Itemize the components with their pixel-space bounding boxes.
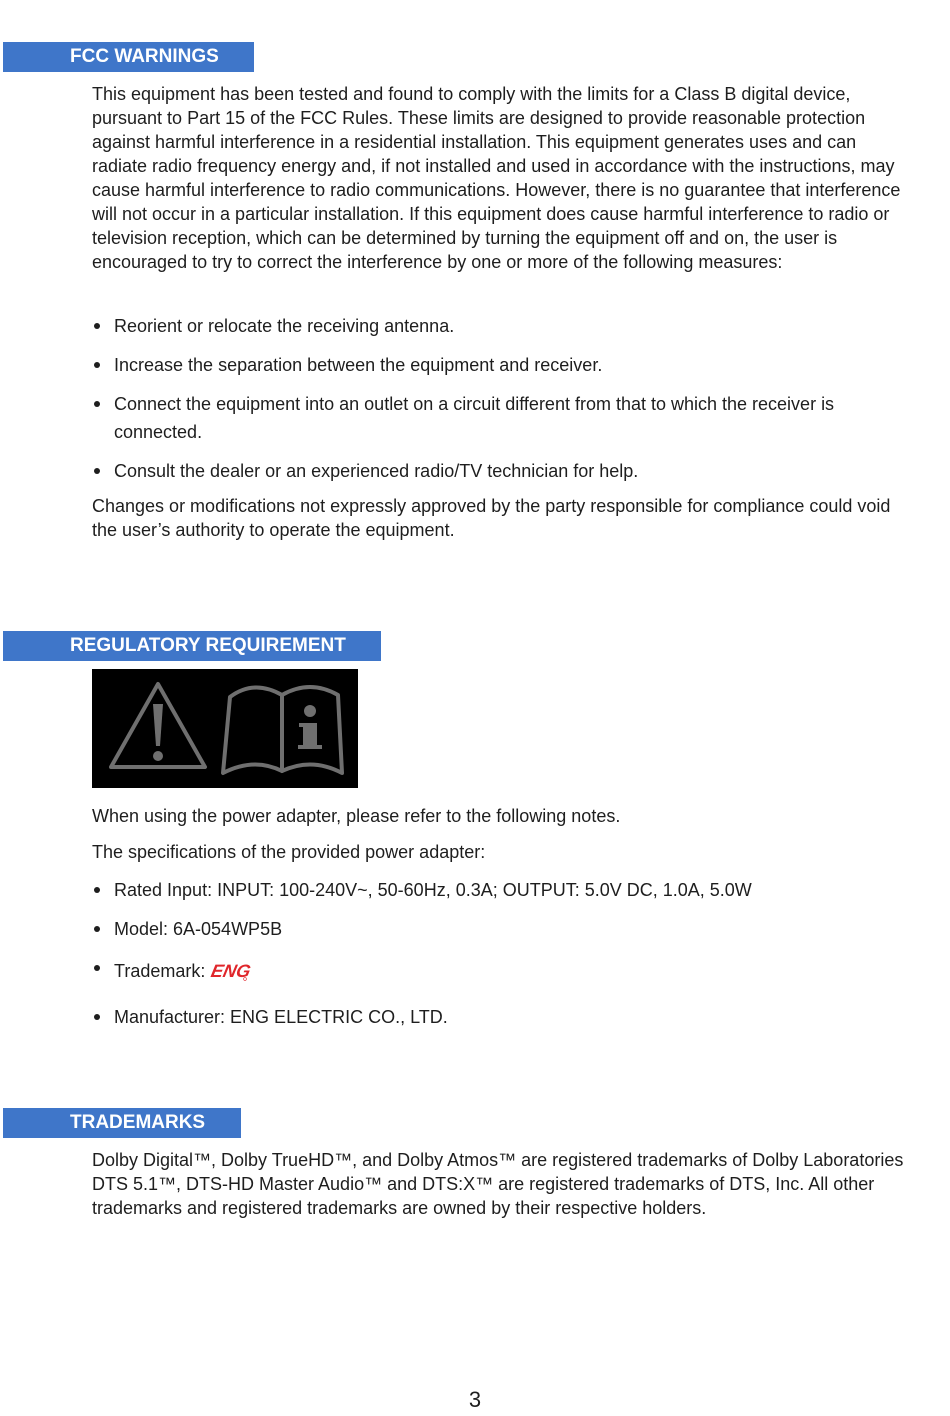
eng-logo-icon (209, 954, 253, 992)
manual-info-icon (223, 687, 342, 773)
warning-triangle-icon (111, 684, 205, 767)
list-item: Reorient or relocate the receiving antenna. (92, 312, 907, 340)
fcc-intro-paragraph: This equipment has been tested and found to comply with the limits for a Class B digital device, pursuant to Part 15 of the FCC Rules. These limits are designed to provide reasonable protection against harmful interference in a residential installation. This equipment generates uses and can radiate radio frequency energy and, if not installed and used in accordance with the instructions, may cause harmful interference to radio communications. However, there is no guarantee that interference will not occur in a particular installation. If this equipment does cause harmful interference to radio or television reception, which can be determined by turning the equipment off and on, the user is encouraged to try to correct the interference by one or more of the following measures: (92, 84, 901, 272)
list-item: Connect the equipment into an outlet on a circuit different from that to which the receiver is connected. (92, 390, 907, 446)
list-item (92, 954, 907, 992)
adapter-specs-list (92, 876, 907, 1042)
list-item: Manufacturer: ENG ELECTRIC CO., LTD. (92, 1003, 907, 1031)
fcc-measures-list (92, 312, 907, 496)
trademark-label: Trademark: (114, 961, 206, 981)
trademarks-heading: TRADEMARKS (3, 1108, 241, 1138)
safety-symbols-panel (92, 669, 358, 788)
svg-text:ENG: ENG (209, 961, 253, 981)
fcc-warnings-heading: FCC WARNINGS (3, 42, 254, 72)
list-item: Increase the separation between the equipment and receiver. (92, 351, 907, 379)
fcc-closing-paragraph: Changes or modifications not expressly approved by the party responsible for compliance could void the user’s authority to operate the equipment. (92, 496, 891, 540)
regulatory-heading: REGULATORY REQUIREMENT (3, 631, 381, 661)
adapter-note-2: The specifications of the provided power adapter: (92, 842, 486, 862)
list-item: Consult the dealer or an experienced radio/TV technician for help. (92, 457, 907, 485)
adapter-note-1: When using the power adapter, please refer to the following notes. (92, 806, 621, 826)
page-number: 3 (468, 1387, 482, 1412)
list-item: Model: 6A-054WP5B (92, 915, 907, 943)
trademarks-paragraph: Dolby Digital™, Dolby TrueHD™, and Dolby Atmos™ are registered trademarks of Dolby Laboratories DTS 5.1™, DTS-HD Master Audio™ and DTS:X™ are registered trademarks of DTS, Inc. All other trademarks and registered trademarks are owned by their respective holders. (92, 1150, 904, 1218)
list-item: Rated Input: INPUT: 100-240V~, 50-60Hz, 0.3A; OUTPUT: 5.0V DC, 1.0A, 5.0W (92, 876, 907, 904)
